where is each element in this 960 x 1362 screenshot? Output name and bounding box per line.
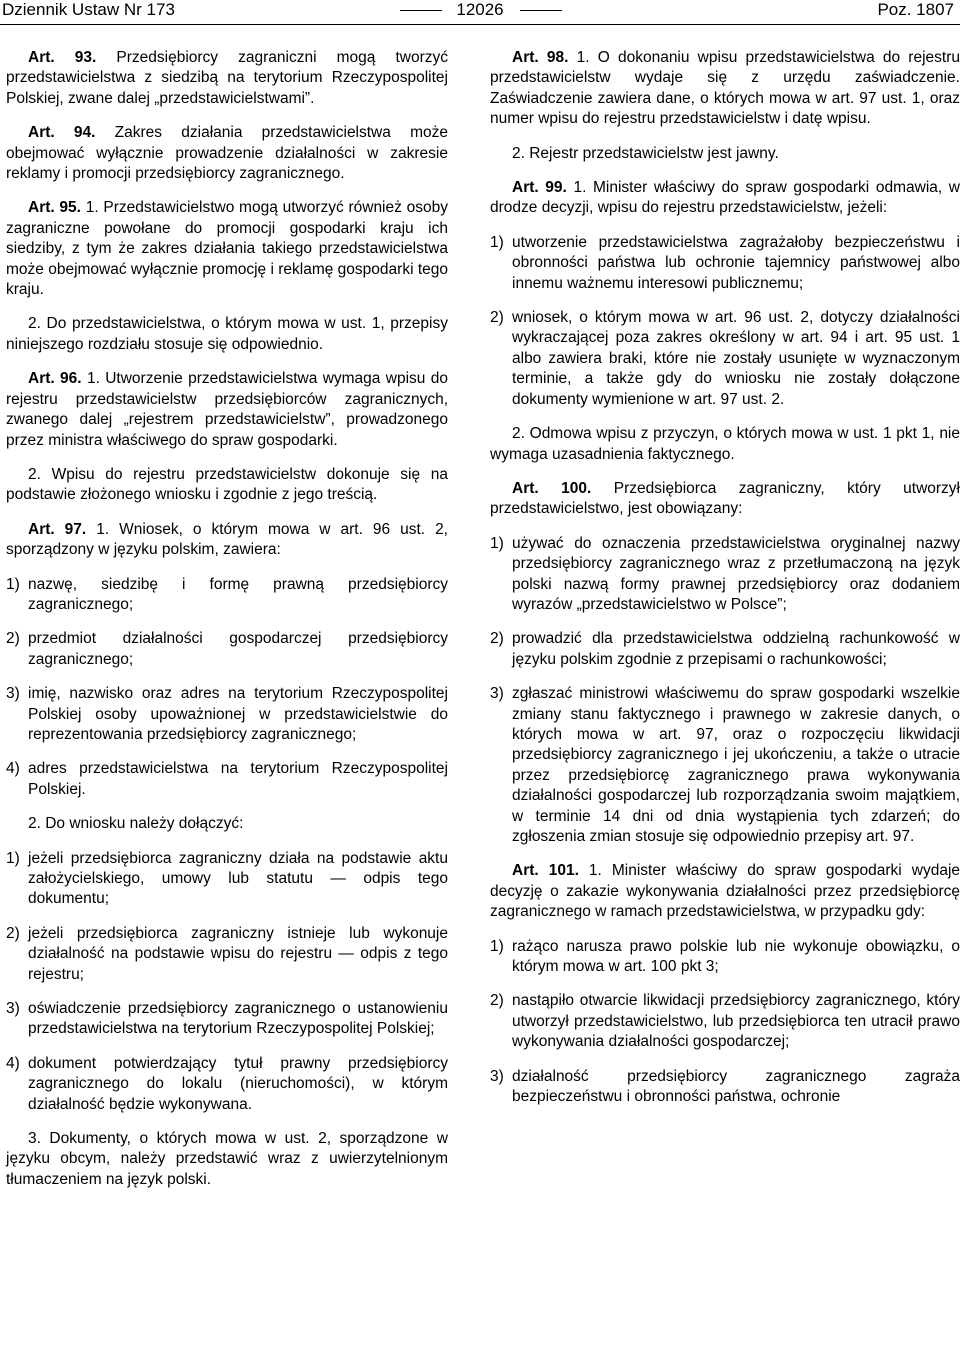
article-101	[490, 861, 960, 922]
article-98	[490, 48, 960, 130]
list-text: jeżeli przedsiębiorca zagraniczny istnieje lub wykonuje działalność na podstawie wpisu do rejestru — odpis z tego rejestru;	[28, 924, 448, 983]
list-item	[490, 308, 960, 410]
list-text: zgłaszać ministrowi właściwemu do spraw gospodarki wszelkie zmiany stanu faktycznego i prawnego w zakresie danych, o których mowa w art. 97, oraz o rozpoczęciu likwidacji przedsiębiorcy zagranicznego i jej ukończeniu, a także o utracie przez przedsiębiorcę zagranicznego prawa wykonywania działalności gospodarczej lub rozporządzania swoim majątkiem, w terminie 14 dni od dnia wystąpienia tych zdarzeń; do zgłoszenia zmian stosuje się odpowiednio przepisy art. 97.	[512, 685, 960, 845]
list-item	[490, 1067, 960, 1108]
list-number: 1)	[490, 233, 504, 251]
list-number: 1)	[490, 534, 504, 552]
list-number: 1)	[490, 937, 504, 955]
page-header	[0, 0, 960, 24]
list-item	[6, 684, 448, 745]
left-column	[6, 48, 448, 1204]
article-label: Art. 98.	[512, 49, 569, 66]
header-dash-right	[520, 10, 562, 11]
article-96	[6, 369, 448, 451]
list-item	[6, 849, 448, 910]
article-text: 1. Minister właściwy do spraw gospodarki odmawia, w drodze decyzji, wpisu do rejestru przedstawicielstw, jeżeli:	[490, 179, 960, 217]
position-number: Poz. 1807	[877, 0, 954, 19]
article-99-paragraph-2: 2. Odmowa wpisu z przyczyn, o których mowa w ust. 1 pkt 1, nie wymaga uzasadnienia faktycznego.	[490, 425, 960, 463]
article-text: 1. Wniosek, o którym mowa w art. 96 ust. 2, sporządzony w języku polskim, zawiera:	[6, 520, 448, 559]
article-label: Art. 97.	[28, 520, 87, 538]
list-text: oświadczenie przedsiębiorcy zagranicznego o ustanowieniu przedstawicielstwa na terytorium Rzeczypospolitej Polskiej;	[28, 1000, 448, 1038]
article-text: 1. O dokonaniu wpisu przedstawicielstwa do rejestru przedstawicielstw wydaje się z urzędu zaświadczenie. Zaświadczenie zawiera dane, o których mowa w art. 97 ust. 1, oraz numer wpisu do rejestru przedstawicielstw i datę wpisu.	[490, 49, 960, 128]
list-number: 2)	[6, 630, 20, 648]
article-99	[490, 178, 960, 219]
article-text: Zakres działania przedstawicielstwa może obejmować wyłącznie prowadzenie działalności w zakresie reklamy i promocji przedsiębiorcy zagranicznego.	[6, 124, 448, 183]
article-label: Art. 101.	[512, 862, 579, 880]
article-94	[6, 123, 448, 184]
article-97	[6, 520, 448, 561]
list-item	[490, 937, 960, 978]
article-text: 1. Przedstawicielstwo mogą utworzyć również osoby zagraniczne powołane do promocji gospodarki kraju ich siedziby, z tym że zakres działania takiego przedstawicielstwa może obejmować wyłącznie promocję i reklamę gospodarki tego kraju.	[6, 199, 448, 299]
list-item	[6, 629, 448, 670]
article-text: Przedsiębiorca zagraniczny, który utworzył przedstawicielstwo, jest obowiązany:	[490, 479, 960, 518]
list-number: 2)	[6, 924, 20, 942]
list-item	[6, 924, 448, 985]
list-number: 3)	[490, 685, 504, 703]
list-text: działalność przedsiębiorcy zagranicznego zagraża bezpieczeństwu i obronności państwa, ochronie	[512, 1067, 960, 1106]
article-text: 1. Minister właściwy do spraw gospodarki wydaje decyzję o zakazie wykonywania działalności przez przedsiębiorcę zagranicznego w ramach przedstawicielstwa, w przypadku gdy:	[490, 862, 960, 921]
list-text: nazwę, siedzibę i formę prawną przedsiębiorcy zagranicznego;	[28, 575, 448, 613]
list-item	[490, 684, 960, 847]
list-number: 2)	[490, 309, 504, 327]
article-100	[490, 479, 960, 520]
article-96-paragraph-2: 2. Wpisu do rejestru przedstawicielstw dokonuje się na podstawie złożonego wniosku i zgodnie z jego treścią.	[6, 465, 448, 504]
list-number: 1)	[6, 575, 20, 593]
list-text: używać do oznaczenia przedstawicielstwa oryginalnej nazwy przedsiębiorcy zagranicznego wraz z przetłumaczoną na język polski nazwą formy prawnej przedsiębiorcy oraz dodaniem wyrazów „przedstawicielstwo w Polsce”;	[512, 534, 960, 613]
list-text: prowadzić dla przedstawicielstwa oddzielną rachunkowość w języku polskim zgodnie z przepisami o rachunkowości;	[512, 630, 960, 668]
list-number: 3)	[6, 1000, 20, 1018]
article-97-paragraph-2: 2. Do wniosku należy dołączyć:	[28, 815, 244, 833]
list-item	[490, 233, 960, 294]
list-item	[6, 575, 448, 616]
page-number: 12026	[456, 0, 504, 19]
article-93	[6, 48, 448, 109]
header-rule	[0, 24, 960, 25]
list-text: przedmiot działalności gospodarczej przedsiębiorcy zagranicznego;	[28, 630, 448, 668]
right-column	[490, 48, 960, 1121]
list-text: imię, nazwisko oraz adres na terytorium Rzeczypospolitej Polskiej osoby upoważnionej w przedstawicielstwie do reprezentowania przedsiębiorcy zagranicznego;	[28, 685, 448, 743]
list-text: dokument potwierdzający tytuł prawny przedsiębiorcy zagranicznego do lokalu (nieruchomości), w którym działalność będzie wykonywana.	[28, 1054, 448, 1113]
list-text: wniosek, o którym mowa w art. 96 ust. 2, dotyczy działalności wykraczającej poza zakres określony w art. 94 i art. 95 ust. 1 albo zawiera braki, które nie zostały usunięte w wyznaczonym terminie, a także gdy do wniosku nie zostały dołączone dokumenty wymienione w art. 97 ust. 2.	[512, 309, 960, 408]
article-label: Art. 95.	[28, 199, 81, 217]
list-number: 2)	[490, 630, 504, 648]
list-text: utworzenie przedstawicielstwa zagrażałoby bezpieczeństwu i obronności państwa lub ochronie tajemnicy państwowej albo innemu ważnemu interesowi publicznemu;	[512, 233, 960, 292]
article-label: Art. 96.	[28, 370, 82, 388]
list-number: 2)	[490, 992, 504, 1010]
list-number: 4)	[6, 1054, 20, 1072]
article-95-paragraph-2: 2. Do przedstawicielstwa, o którym mowa w ust. 1, przepisy niniejszego rozdziału stosuje się odpowiednio.	[6, 315, 448, 353]
list-item	[490, 991, 960, 1052]
list-text: rażąco narusza prawo polskie lub nie wykonuje obowiązku, o którym mowa w art. 100 pkt 3;	[512, 937, 960, 976]
article-label: Art. 93.	[28, 49, 97, 66]
article-label: Art. 94.	[28, 124, 96, 142]
list-item	[6, 999, 448, 1040]
list-number: 3)	[490, 1067, 504, 1085]
article-text: Przedsiębiorcy zagraniczni mogą tworzyć przedstawicielstwa z siedzibą na terytorium Rzeczypospolitej Polskiej, zwane dalej „przedstawicielstwami”.	[6, 49, 448, 107]
list-number: 3)	[6, 685, 20, 703]
article-label: Art. 100.	[512, 479, 592, 497]
list-item	[6, 1054, 448, 1115]
article-text: 1. Utworzenie przedstawicielstwa wymaga wpisu do rejestru przedstawicielstw przedsiębiorców zagranicznych, zwanego dalej „rejestrem przedstawicielstw”, prowadzonego przez ministra właściwego do spraw gospodarki.	[6, 370, 448, 449]
list-text: adres przedstawicielstwa na terytorium Rzeczypospolitej Polskiej.	[28, 760, 448, 798]
journal-title: Dziennik Ustaw Nr 173	[2, 0, 175, 19]
article-98-paragraph-2: 2. Rejestr przedstawicielstw jest jawny.	[512, 144, 779, 162]
list-text: jeżeli przedsiębiorca zagraniczny działa na podstawie aktu założycielskiego, umowy lub statutu — odpis tego dokumentu;	[28, 849, 448, 908]
list-item	[6, 759, 448, 800]
list-item	[490, 629, 960, 670]
list-number: 4)	[6, 760, 20, 778]
list-item	[490, 534, 960, 616]
article-95	[6, 198, 448, 300]
list-text: nastąpiło otwarcie likwidacji przedsiębiorcy zagranicznego, który utworzył przedstawicielstwo, lub przedsiębiorca ten utracił prawo wykonywania działalności gospodarczej;	[512, 992, 960, 1051]
article-label: Art. 99.	[512, 179, 567, 197]
article-97-paragraph-3: 3. Dokumenty, o których mowa w ust. 2, sporządzone w języku obcym, należy przedstawić wraz z uwierzytelnionym tłumaczeniem na język polski.	[6, 1130, 448, 1188]
list-number: 1)	[6, 849, 20, 867]
